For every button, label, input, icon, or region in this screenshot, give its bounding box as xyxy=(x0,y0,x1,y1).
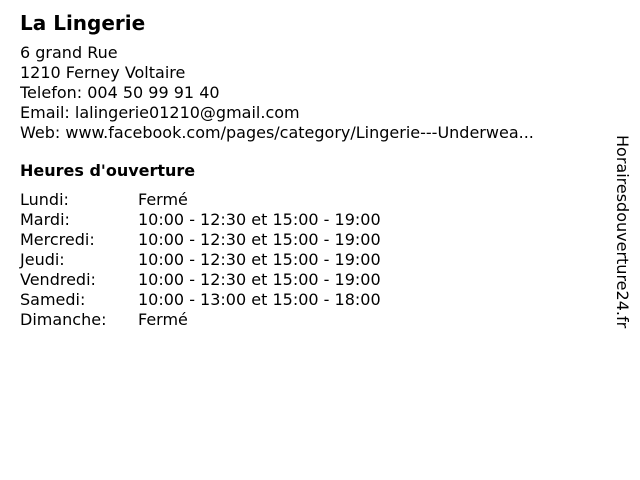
day-label: Mardi: xyxy=(20,210,70,229)
hours-title: Heures d'ouverture xyxy=(20,161,196,180)
contact-info xyxy=(20,43,610,143)
hours-row-vendredi xyxy=(20,270,610,290)
phone-line xyxy=(20,83,610,103)
day-label: Dimanche: xyxy=(20,310,107,329)
email-line xyxy=(20,103,610,123)
phone-number[interactable]: 004 50 99 91 40 xyxy=(87,83,220,102)
web-label: Web: xyxy=(20,123,61,142)
hours-row-mardi xyxy=(20,210,610,230)
web-link[interactable]: www.facebook.com/pages/category/Lingerie---Underwea... xyxy=(65,123,534,142)
day-label: Lundi: xyxy=(20,190,69,209)
business-name: La Lingerie xyxy=(20,11,146,35)
business-card xyxy=(20,10,610,330)
city-address: 1210 Ferney Voltaire xyxy=(20,63,186,82)
day-hours: Fermé xyxy=(138,310,188,329)
day-hours: 10:00 - 13:00 et 15:00 - 18:00 xyxy=(138,290,381,309)
hours-row-lundi xyxy=(20,190,610,210)
hours-row-jeudi xyxy=(20,250,610,270)
email-link[interactable]: lalingerie01210@gmail.com xyxy=(74,103,300,122)
hours-table xyxy=(20,190,610,330)
day-hours: Fermé xyxy=(138,190,188,209)
day-hours: 10:00 - 12:30 et 15:00 - 19:00 xyxy=(138,250,381,269)
day-label: Samedi: xyxy=(20,290,86,309)
hours-row-mercredi xyxy=(20,230,610,250)
day-label: Jeudi: xyxy=(20,250,65,269)
street-address: 6 grand Rue xyxy=(20,43,118,62)
day-hours: 10:00 - 12:30 et 15:00 - 19:00 xyxy=(138,210,381,229)
hours-row-dimanche xyxy=(20,310,610,330)
site-name[interactable]: Horairesdouverture24.fr xyxy=(613,135,632,329)
day-hours: 10:00 - 12:30 et 15:00 - 19:00 xyxy=(138,230,381,249)
hours-row-samedi xyxy=(20,290,610,310)
day-label: Mercredi: xyxy=(20,230,95,249)
phone-label: Telefon: xyxy=(20,83,83,102)
web-line xyxy=(20,123,610,143)
email-label: Email: xyxy=(20,103,70,122)
day-label: Vendredi: xyxy=(20,270,96,289)
day-hours: 10:00 - 12:30 et 15:00 - 19:00 xyxy=(138,270,381,289)
